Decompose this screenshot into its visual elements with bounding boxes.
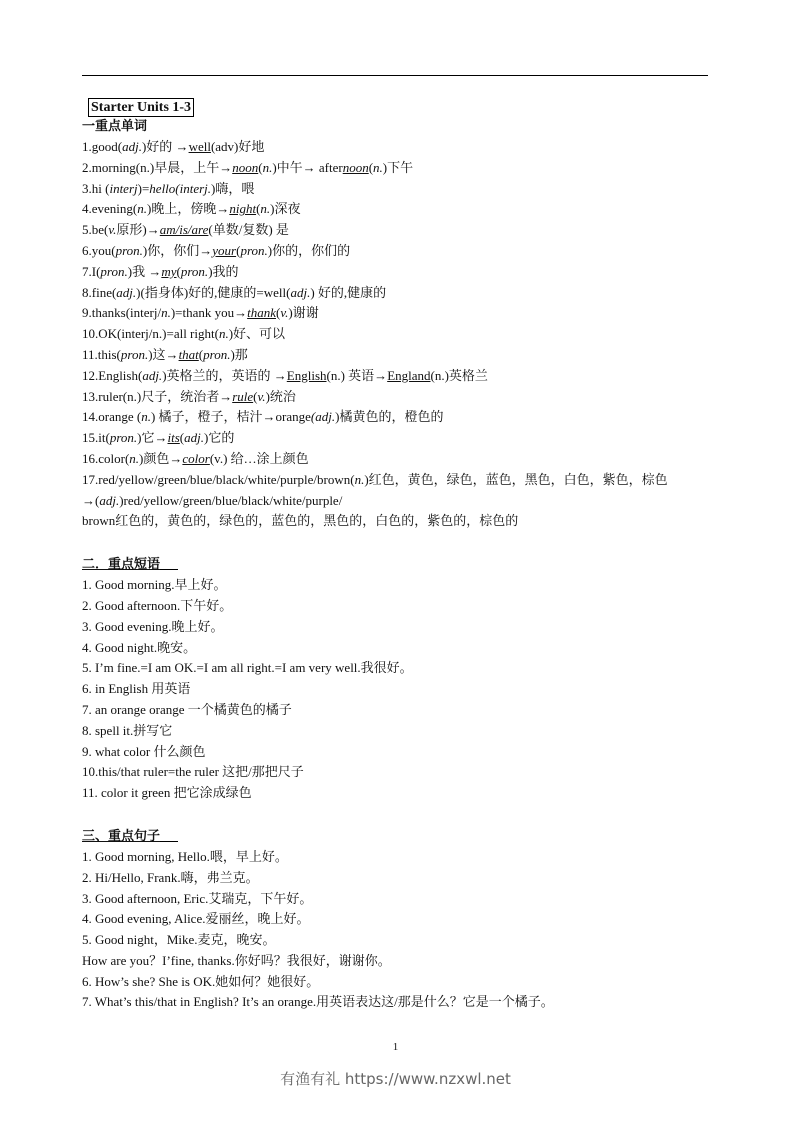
text-run: 11. color it green 把它涂成绿色 (82, 785, 252, 801)
text-run: pron. (115, 242, 143, 258)
text-run: ( (368, 159, 374, 175)
keyword-underlined: English (286, 367, 327, 383)
text-run: )这→ (148, 346, 179, 362)
list-item (82, 721, 722, 742)
list-item (82, 511, 722, 532)
text-run: How are you？I’fine, thanks.你好吗？我很好，谢谢你。 (82, 952, 391, 968)
text-run: n. (373, 159, 383, 175)
text-run: )=thank you→ (170, 305, 248, 321)
heading-underline-extension (160, 555, 178, 570)
text-run: 10.this/that ruler=the ruler 这把/那把尺子 (82, 764, 304, 780)
text-run: 4.evening( (82, 201, 138, 217)
text-run: 6.you( (82, 242, 116, 258)
list-item (82, 449, 722, 470)
keyword-underlined: noon (342, 159, 369, 175)
text-run: brown红色的，黄色的，绿色的，蓝色的，黑色的，白色的，紫色的，棕色的 (82, 513, 519, 529)
list-item (82, 638, 722, 659)
text-run: )下午 (382, 159, 414, 175)
text-run: 14.orange ( (82, 409, 142, 425)
text-run: )好、可以 (228, 326, 286, 342)
list-item (82, 679, 722, 700)
text-run: 3. Good evening.晚上好。 (82, 618, 224, 634)
text-run: pron. (109, 430, 138, 446)
section-heading (82, 555, 722, 575)
keyword-underlined: rule (232, 388, 254, 404)
text-run: n. (354, 471, 365, 487)
list-item (82, 345, 722, 366)
heading-underline-extension (160, 827, 178, 842)
text-run: 2. Hi/Hello, Frank.嗨，弗兰克。 (82, 869, 259, 885)
page-number: 1 (392, 1041, 399, 1053)
text-run: 9. what color 什么颜色 (82, 743, 206, 759)
list-item (82, 868, 722, 889)
text-run: 3.hi ( (82, 180, 110, 196)
text-run: 7. an orange orange 一个橘黄色的橘子 (82, 701, 292, 717)
text-run: pron. (120, 346, 149, 362)
list-item (82, 179, 722, 200)
keyword-underlined: color (182, 450, 210, 466)
text-run: 15.it( (82, 430, 110, 446)
text-run: )晚上，傍晚→ (146, 201, 230, 217)
text-run: ( (176, 263, 181, 279)
text-run: pron. (203, 346, 231, 362)
text-run: adj. (290, 284, 311, 300)
list-item (82, 658, 722, 679)
text-run: )= (137, 180, 150, 196)
text-run: 6. How’s she? She is OK.她如何？她很好。 (82, 973, 320, 989)
list-item (82, 470, 722, 491)
text-run: 2. Good afternoon.下午好。 (82, 597, 233, 613)
text-run: )你，你们→ (142, 242, 213, 258)
text-run: 8. spell it.拼写它 (82, 722, 173, 738)
section-heading-text: 一重点单词 (82, 119, 148, 134)
text-run: )谢谢 (288, 305, 319, 321)
text-run: adj. (122, 139, 142, 154)
keyword-underlined: noon (232, 159, 259, 175)
text-run: )嗨，喂 (211, 180, 255, 196)
text-run: interj (109, 180, 138, 196)
text-run: 1. Good morning, Hello.喂，早上好。 (82, 848, 288, 864)
section-gap (82, 804, 722, 827)
text-run: n. (262, 159, 273, 175)
text-run: pron. (100, 263, 128, 279)
list-item (82, 575, 722, 596)
keyword-underlined: your (212, 242, 237, 258)
text-run: ( (253, 388, 258, 404)
list-item (82, 491, 722, 512)
text-run: )我的 (208, 263, 239, 279)
text-run: ) 好的,健康的 (310, 284, 387, 300)
list-item (82, 324, 722, 345)
text-run: ( (276, 305, 281, 321)
list-item (82, 930, 722, 951)
text-run: ( (179, 430, 185, 446)
text-run: (v.) 给…涂上颜色 (209, 450, 309, 466)
keyword-underlined: that (178, 346, 199, 362)
header-rule (82, 75, 708, 76)
list-item (82, 617, 722, 638)
list-item (82, 199, 722, 220)
text-run: 16.color( (82, 450, 130, 466)
text-run: )中午→ after (272, 159, 343, 175)
list-item (82, 387, 722, 408)
text-run: 4. Good night.晚安。 (82, 639, 197, 655)
text-run: v. (108, 222, 117, 238)
keyword-underlined: am/is/are (159, 222, 209, 238)
text-run: )好的 → (141, 139, 189, 154)
text-run: )深夜 (270, 201, 301, 217)
section-heading-text: 二．重点短语 (82, 557, 161, 573)
text-run: )red/yellow/green/blue/black/white/purple/ (119, 492, 343, 508)
text-run: pron. (240, 242, 268, 258)
text-run: ( (236, 242, 241, 258)
list-item (82, 220, 722, 241)
text-run: )英格兰的，英语的 → (162, 367, 287, 383)
text-run: 10.OK(interj/n.)=all right( (82, 326, 219, 342)
text-run: (n.) 英语→ (326, 367, 388, 383)
list-item (82, 428, 722, 449)
text-run: 9.thanks(interj/ (82, 305, 162, 321)
document-body (82, 98, 722, 1013)
text-run: 1. Good morning.早上好。 (82, 577, 227, 593)
keyword-underlined: England (387, 367, 431, 383)
list-item (82, 303, 722, 324)
section-gap (82, 532, 722, 555)
text-run: 7. What’s this/that in English? It’s an orange.用英语表达这/那是什么？它是一个橘子。 (82, 994, 554, 1010)
text-run: ) 橘子，橙子，桔汁→orange (150, 409, 311, 425)
list-item (82, 596, 722, 617)
text-run: v. (257, 388, 266, 404)
list-item (82, 283, 722, 304)
list-item (82, 783, 722, 804)
text-run: adj. (116, 284, 137, 300)
text-run: 原形)→ (116, 222, 160, 238)
unit-title: Starter Units 1-3 (88, 98, 194, 117)
text-run: n. (137, 201, 147, 217)
text-run: (adv)好地 (210, 139, 265, 154)
list-item (82, 262, 722, 283)
list-item (82, 407, 722, 428)
sections-container (82, 117, 722, 1013)
section-heading (82, 117, 722, 137)
text-run: (n.)英格兰 (430, 367, 488, 383)
list-item (82, 762, 722, 783)
text-run: 7.I( (82, 263, 101, 279)
text-run: )颜色→ (139, 450, 183, 466)
text-run: 3. Good afternoon, Eric.艾瑞克，下午好。 (82, 890, 313, 906)
list-item (82, 158, 722, 179)
text-run: )我 → (127, 263, 162, 279)
text-run: 11.this( (82, 346, 121, 362)
keyword-underlined: night (229, 201, 257, 217)
text-run: (单数/复数) 是 (208, 222, 289, 238)
text-run: 13.ruler(n.)尺子，统治者→ (82, 388, 233, 404)
text-run: )它的 (204, 430, 235, 446)
section-heading-text: 三、重点句子 (82, 828, 161, 844)
text-run: n. (129, 450, 140, 466)
text-run: 12.English( (82, 367, 143, 383)
text-run: 4. Good evening, Alice.爱丽丝，晚上好。 (82, 911, 310, 927)
text-run: n. (260, 201, 271, 217)
text-run: ( (258, 159, 263, 175)
text-run: 2.morning(n.)早晨，上午→ (82, 159, 233, 175)
text-run: )统治 (265, 388, 296, 404)
list-item (82, 847, 722, 868)
text-run: 17.red/yellow/green/blue/black/white/purple/brown( (82, 471, 355, 487)
text-run: adj. (99, 492, 120, 508)
text-run: n. (161, 305, 171, 321)
list-item (82, 241, 722, 262)
text-run: )它→ (137, 430, 168, 446)
text-run: 5.be( (82, 222, 109, 238)
text-run: ( (256, 201, 261, 217)
text-run: ( (198, 346, 204, 362)
list-item (82, 992, 722, 1013)
keyword-underlined: thank (247, 305, 277, 321)
keyword-underlined: well (188, 139, 211, 154)
text-run: )你的，你们的 (267, 242, 351, 258)
text-run: (adj. (310, 409, 336, 425)
list-item (82, 366, 722, 387)
text-run: v. (280, 305, 289, 321)
list-item (82, 889, 722, 910)
text-run: adj. (184, 430, 204, 446)
text-run: )那 (230, 346, 248, 362)
text-run: n. (141, 409, 151, 425)
keyword-underlined: my (161, 263, 177, 279)
title-row (82, 98, 722, 117)
text-run: 8.fine( (82, 284, 117, 300)
list-item (82, 909, 722, 930)
section-heading (82, 827, 722, 847)
text-run: adj. (142, 367, 163, 383)
text-run: 1.good( (82, 139, 123, 154)
text-run: )(指身体)好的,健康的=well( (136, 284, 291, 300)
text-run: hello(interj. (149, 180, 212, 196)
text-run: →( (82, 492, 100, 508)
text-run: 6. in English 用英语 (82, 681, 191, 697)
watermark: 有渔有礼 https://www.nzxwl.net (280, 1070, 511, 1088)
text-run: )红色，黄色，绿色，蓝色，黑色，白色，紫色，棕色 (364, 471, 668, 487)
list-item (82, 700, 722, 721)
list-item (82, 972, 722, 993)
list-item (82, 951, 722, 972)
text-run: 5. I’m fine.=I am OK.=I am all right.=I am very well.我很好。 (82, 660, 413, 676)
list-item (82, 137, 722, 158)
list-item (82, 742, 722, 763)
text-run: pron. (180, 263, 209, 279)
text-run: 5. Good night，Mike.麦克，晚安。 (82, 932, 276, 948)
text-run: n. (218, 326, 229, 342)
keyword-underlined: its (167, 430, 180, 446)
text-run: )橘黄色的，橙色的 (335, 409, 444, 425)
